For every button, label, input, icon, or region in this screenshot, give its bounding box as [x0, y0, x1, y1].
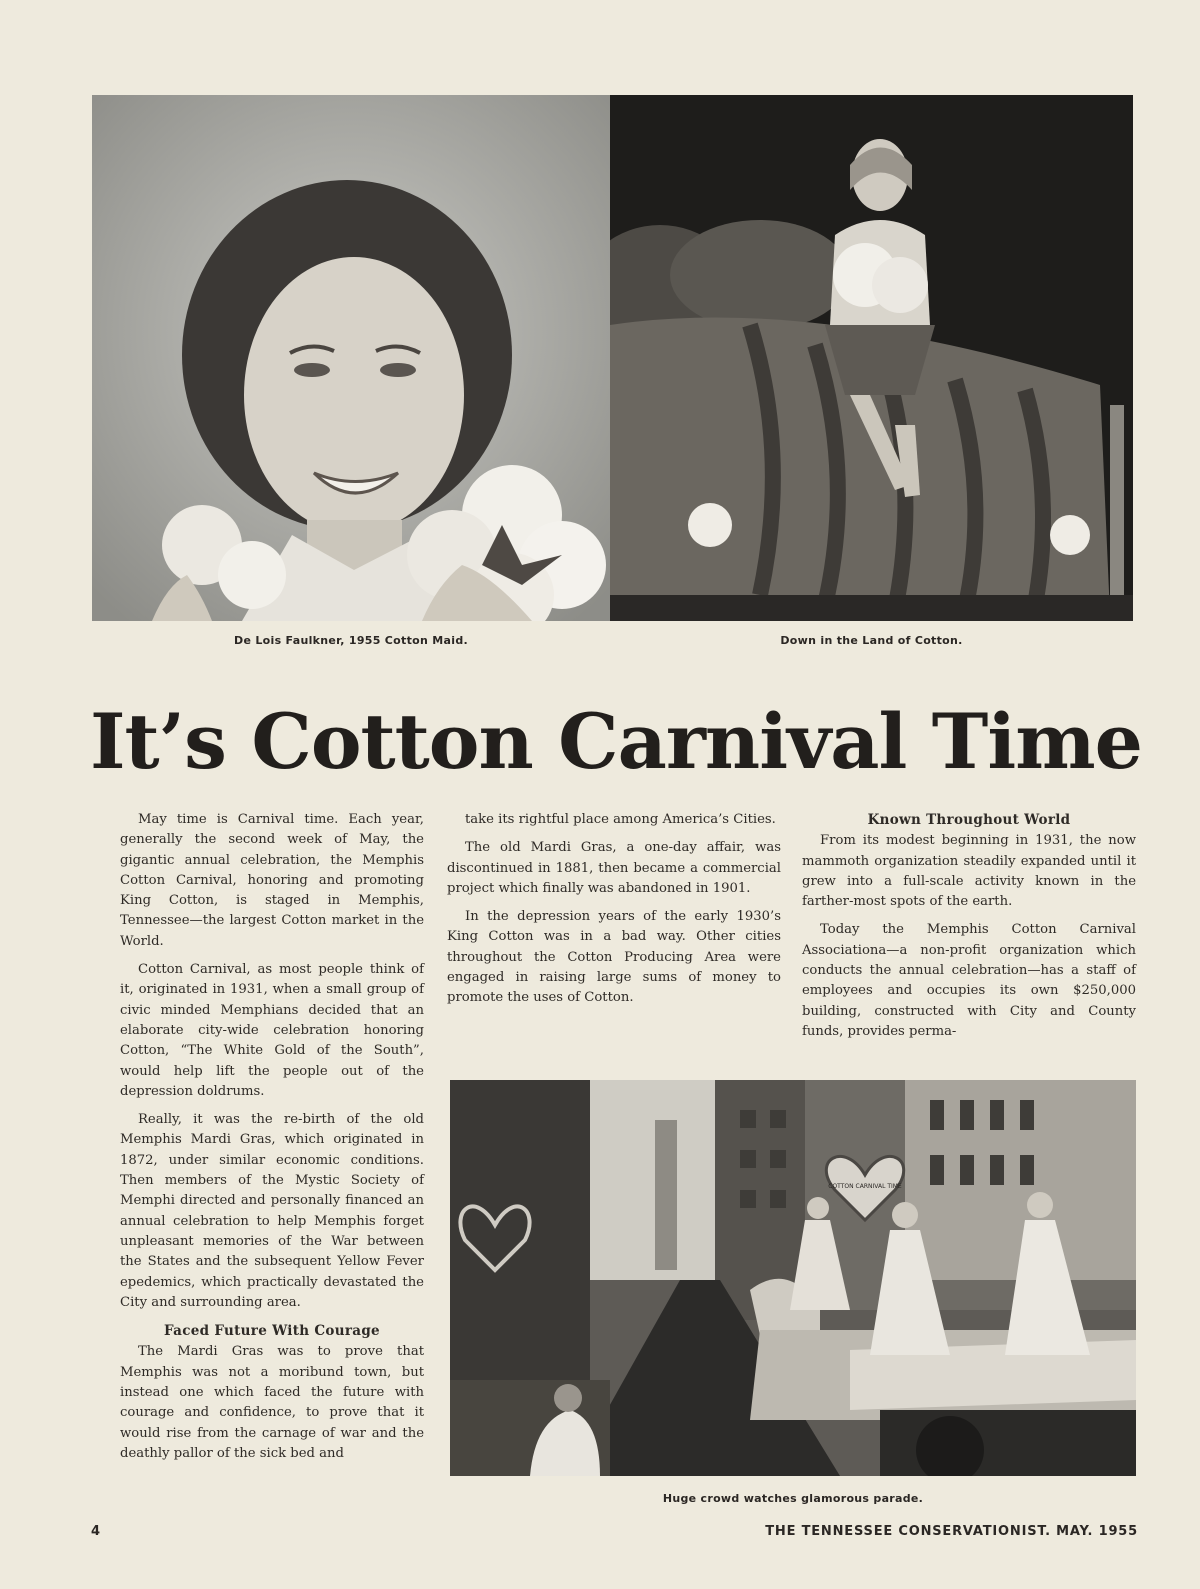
article-column-3 [802, 808, 1136, 1050]
paragraph: The old Mardi Gras, a one-day affair, was discontinued in 1881, then became a commercial project which finally was abandoned in 1901. [447, 840, 781, 896]
heart-sign-text: COTTON CARNIVAL TIME [828, 1183, 902, 1190]
paragraph: Today the Memphis Cotton Carnival Associationa—a non-profit organization which conducts the annual celebration—has a staff of employees and occupies its own $250,000 building, constructed with City and County funds, provides perma- [802, 922, 1136, 1039]
paragraph: From its modest beginning in 1931, the now mammoth organization steadily expanded until it grew into a full-scale activity known in the farther-most spots of the earth. [802, 833, 1136, 910]
photo-parade [450, 1080, 1136, 1476]
photo-cotton-maid [92, 95, 610, 621]
page-number: 4 [91, 1524, 101, 1539]
paragraph: Cotton Carnival, as most people think of it, originated in 1931, when a small group of civic minded Memphians decided that an elaborate city-wide celebration honoring Cotton, “The White Gold of the South”, would help lift the people out of the depression doldrums. [120, 962, 424, 1099]
caption-land-of-cotton: Down in the Land of Cotton. [780, 634, 963, 647]
photo-cotton-float [610, 95, 1133, 621]
paragraph: The Mardi Gras was to prove that Memphis was not a moribund town, but instead one which faced the future with courage and confidence, to prove that it would rise from the carnage of war and the deathly pallor of the sick bed and [120, 1344, 424, 1461]
paragraph: take its rightful place among America’s Cities. [465, 812, 776, 827]
paragraph: In the depression years of the early 1930’s King Cotton was in a bad way. Other cities throughout the Cotton Producing Area were engaged in raising large sums of money to promote the uses of Cotton. [447, 909, 781, 1006]
article-column-2 [447, 810, 781, 1017]
subheading-known-throughout-world: Known Throughout World [867, 812, 1071, 828]
subheading-faced-future: Faced Future With Courage [164, 1323, 380, 1340]
caption-parade: Huge crowd watches glamorous parade. [662, 1492, 924, 1505]
article-column-1 [120, 810, 424, 1472]
caption-cotton-maid: De Lois Faulkner, 1955 Cotton Maid. [234, 634, 468, 647]
paragraph: Really, it was the re-birth of the old Memphis Mardi Gras, which originated in 1872, under similar economic conditions. Then members of the Mystic Society of Memphi directed and personally financed an annual celebration to help Memphis forget unpleasant memories of the War between the States and the subsequent Yellow Fever epedemics, which practically devastated the City and surrounding area. [120, 1112, 424, 1310]
paragraph: May time is Carnival time. Each year, generally the second week of May, the gigantic annual celebration, the Memphis Cotton Carnival, honoring and promoting King Cotton, is staged in Memphis, Tennessee—the largest Cotton market in the World. [120, 812, 424, 949]
article-title: It’s Cotton Carnival Time [90, 697, 1142, 786]
publication-line: THE TENNESSEE CONSERVATIONIST. MAY. 1955 [765, 1524, 1138, 1539]
